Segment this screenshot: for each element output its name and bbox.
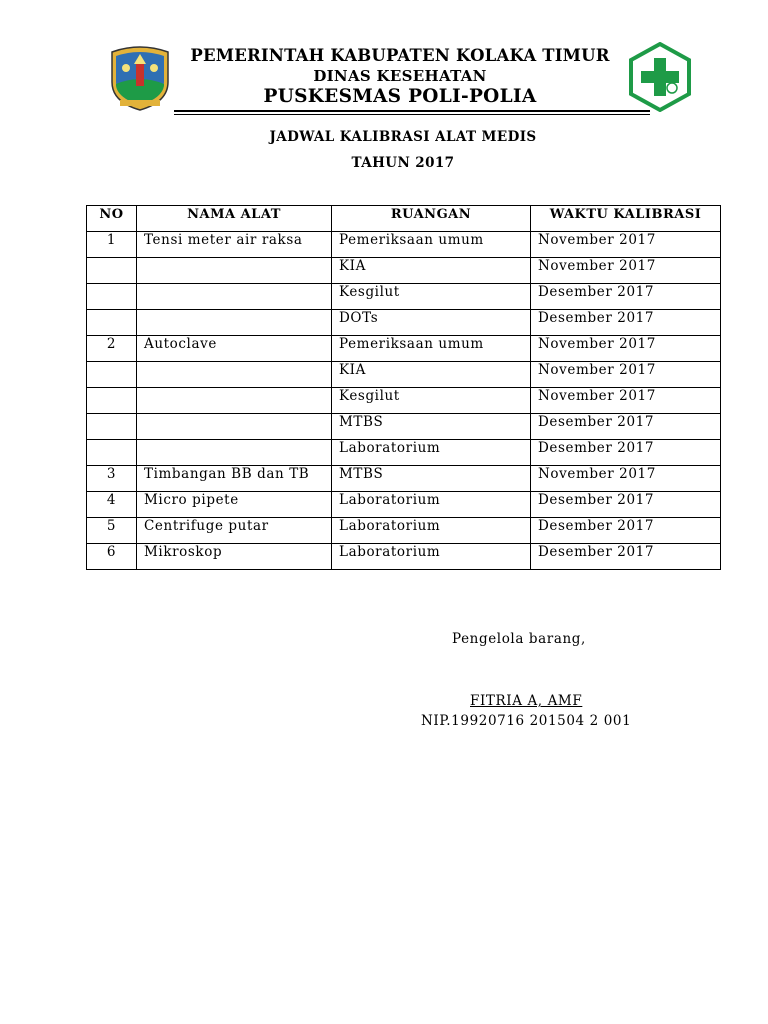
signature-name: FITRIA A, AMF xyxy=(470,693,583,709)
cell-ruangan: Pemeriksaan umum xyxy=(332,232,531,258)
cell-ruangan: MTBS xyxy=(332,414,531,440)
cell-no: 6 xyxy=(87,544,137,570)
calibration-schedule-table xyxy=(86,205,721,570)
cell-ruangan: Laboratorium xyxy=(332,492,531,518)
cell-ruangan: KIA xyxy=(332,258,531,284)
table-header-row xyxy=(87,206,721,232)
cell-waktu: Desember 2017 xyxy=(531,518,721,544)
cell-waktu: November 2017 xyxy=(531,388,721,414)
header-ruangan: RUANGAN xyxy=(332,206,531,232)
cell-no: 3 xyxy=(87,466,137,492)
puskesmas-green-cross-icon xyxy=(628,42,692,112)
cell-waktu: November 2017 xyxy=(531,258,721,284)
cell-waktu: Desember 2017 xyxy=(531,544,721,570)
cell-nama-alat xyxy=(137,440,332,466)
table-row xyxy=(87,492,721,518)
signature-role: Pengelola barang, xyxy=(452,631,586,647)
cell-ruangan: DOTs xyxy=(332,310,531,336)
cell-nama-alat xyxy=(137,284,332,310)
table-row xyxy=(87,544,721,570)
table-row xyxy=(87,440,721,466)
cell-ruangan: Kesgilut xyxy=(332,284,531,310)
table-row xyxy=(87,258,721,284)
table-row xyxy=(87,414,721,440)
cell-no: 5 xyxy=(87,518,137,544)
cell-nama-alat xyxy=(137,258,332,284)
cell-no: 1 xyxy=(87,232,137,258)
signature-nip: NIP.19920716 201504 2 001 xyxy=(421,713,632,729)
table-row xyxy=(87,232,721,258)
cell-nama-alat: Autoclave xyxy=(137,336,332,362)
cell-ruangan: Laboratorium xyxy=(332,440,531,466)
cell-no: 2 xyxy=(87,336,137,362)
cell-no: 4 xyxy=(87,492,137,518)
header-institution-line: PUSKESMAS POLI-POLIA xyxy=(263,86,537,107)
cell-nama-alat: Mikroskop xyxy=(137,544,332,570)
header-divider-thin xyxy=(174,114,650,115)
cell-waktu: Desember 2017 xyxy=(531,440,721,466)
cell-nama-alat: Timbangan BB dan TB xyxy=(137,466,332,492)
cell-ruangan: KIA xyxy=(332,362,531,388)
cell-waktu: Desember 2017 xyxy=(531,414,721,440)
cell-no xyxy=(87,258,137,284)
cell-ruangan: Laboratorium xyxy=(332,544,531,570)
table-row xyxy=(87,388,721,414)
cell-waktu: November 2017 xyxy=(531,466,721,492)
cell-waktu: Desember 2017 xyxy=(531,284,721,310)
cell-ruangan: Pemeriksaan umum xyxy=(332,336,531,362)
cell-ruangan: Laboratorium xyxy=(332,518,531,544)
cell-nama-alat xyxy=(137,414,332,440)
cell-nama-alat: Micro pipete xyxy=(137,492,332,518)
cell-waktu: November 2017 xyxy=(531,336,721,362)
document-year: TAHUN 2017 xyxy=(351,155,455,171)
table-row xyxy=(87,518,721,544)
table-row xyxy=(87,284,721,310)
cell-nama-alat: Tensi meter air raksa xyxy=(137,232,332,258)
cell-waktu: November 2017 xyxy=(531,232,721,258)
cell-no xyxy=(87,414,137,440)
table-row xyxy=(87,336,721,362)
table-row xyxy=(87,466,721,492)
cell-nama-alat xyxy=(137,310,332,336)
header-waktu-kalibrasi: WAKTU KALIBRASI xyxy=(531,206,721,232)
cell-waktu: November 2017 xyxy=(531,362,721,388)
header-divider-thick xyxy=(174,110,650,112)
cell-waktu: Desember 2017 xyxy=(531,492,721,518)
cell-no xyxy=(87,388,137,414)
cell-no xyxy=(87,362,137,388)
table-row xyxy=(87,362,721,388)
cell-nama-alat xyxy=(137,362,332,388)
header-government-line: PEMERINTAH KABUPATEN KOLAKA TIMUR xyxy=(190,46,610,65)
cell-nama-alat xyxy=(137,388,332,414)
cell-no xyxy=(87,440,137,466)
cell-ruangan: MTBS xyxy=(332,466,531,492)
regency-coat-of-arms-icon xyxy=(106,44,174,112)
document-title: JADWAL KALIBRASI ALAT MEDIS xyxy=(269,129,537,145)
cell-ruangan: Kesgilut xyxy=(332,388,531,414)
header-no: NO xyxy=(87,206,137,232)
cell-waktu: Desember 2017 xyxy=(531,310,721,336)
cell-no xyxy=(87,284,137,310)
header-nama-alat: NAMA ALAT xyxy=(137,206,332,232)
cell-no xyxy=(87,310,137,336)
cell-nama-alat: Centrifuge putar xyxy=(137,518,332,544)
header-department-line: DINAS KESEHATAN xyxy=(313,67,487,85)
table-row xyxy=(87,310,721,336)
